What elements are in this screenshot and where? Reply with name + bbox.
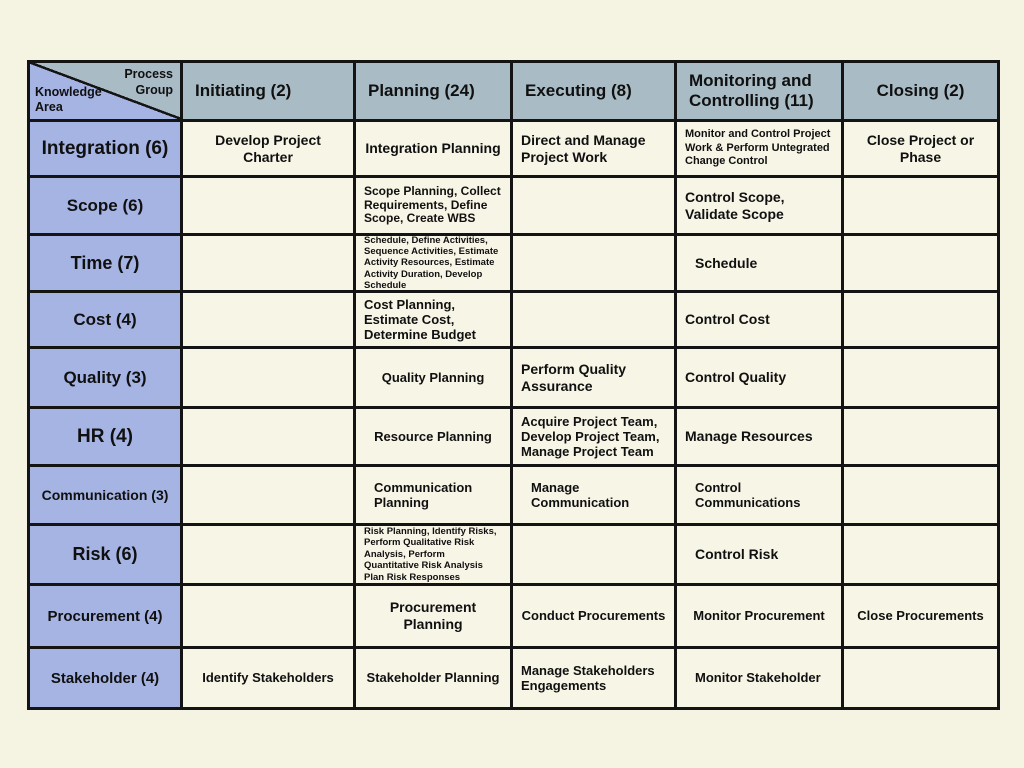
cell-communication-planning: Communication Planning xyxy=(356,467,510,523)
cell-communication-monitoring: Control Communications xyxy=(677,467,841,523)
cell-time-planning: Schedule, Define Activities, Sequence Activities, Estimate Activity Resources, Estimate Activity Duration, Develop Schedule xyxy=(356,236,510,290)
cell-integration-initiating: Develop Project Charter xyxy=(183,122,353,175)
row-header-time: Time (7) xyxy=(30,236,180,290)
cell-hr-closing xyxy=(844,409,997,464)
cell-procurement-executing: Conduct Procurements xyxy=(513,586,674,646)
cell-risk-executing xyxy=(513,526,674,583)
row-header-cost: Cost (4) xyxy=(30,293,180,346)
cell-integration-monitoring: Monitor and Control Project Work & Perform Untegrated Change Control xyxy=(677,122,841,175)
cell-procurement-closing: Close Procurements xyxy=(844,586,997,646)
cell-integration-planning: Integration Planning xyxy=(356,122,510,175)
cell-stakeholder-initiating: Identify Stakeholders xyxy=(183,649,353,707)
col-header-planning: Planning (24) xyxy=(356,63,510,119)
cell-scope-initiating xyxy=(183,178,353,233)
cell-quality-executing: Perform Quality Assurance xyxy=(513,349,674,406)
row-header-stakeholder: Stakeholder (4) xyxy=(30,649,180,707)
cell-communication-executing: Manage Communication xyxy=(513,467,674,523)
row-header-communication: Communication (3) xyxy=(30,467,180,523)
cell-hr-executing: Acquire Project Team, Develop Project Team, Manage Project Team xyxy=(513,409,674,464)
cell-quality-initiating xyxy=(183,349,353,406)
cell-procurement-initiating xyxy=(183,586,353,646)
cell-cost-initiating xyxy=(183,293,353,346)
cell-stakeholder-monitoring: Monitor Stakeholder xyxy=(677,649,841,707)
row-header-procurement: Procurement (4) xyxy=(30,586,180,646)
cell-communication-initiating xyxy=(183,467,353,523)
cell-quality-planning: Quality Planning xyxy=(356,349,510,406)
cell-cost-monitoring: Control Cost xyxy=(677,293,841,346)
cell-cost-executing xyxy=(513,293,674,346)
knowledge-area-label: Knowledge Area xyxy=(35,84,102,115)
cell-scope-executing xyxy=(513,178,674,233)
cell-integration-closing: Close Project or Phase xyxy=(844,122,997,175)
col-header-monitoring-controlling: Monitoring and Controlling (11) xyxy=(677,63,841,119)
cell-communication-closing xyxy=(844,467,997,523)
row-header-quality: Quality (3) xyxy=(30,349,180,406)
cell-procurement-monitoring: Monitor Procurement xyxy=(677,586,841,646)
cell-time-monitoring: Schedule xyxy=(677,236,841,290)
cell-scope-closing xyxy=(844,178,997,233)
row-header-scope: Scope (6) xyxy=(30,178,180,233)
row-header-hr: HR (4) xyxy=(30,409,180,464)
cell-risk-planning: Risk Planning, Identify Risks, Perform Qualitative Risk Analysis, Perform Quantitative Risk Analysis Plan Risk Responses xyxy=(356,526,510,583)
cell-scope-monitoring: Control Scope, Validate Scope xyxy=(677,178,841,233)
cell-quality-monitoring: Control Quality xyxy=(677,349,841,406)
cell-risk-closing xyxy=(844,526,997,583)
cell-stakeholder-planning: Stakeholder Planning xyxy=(356,649,510,707)
cell-procurement-planning: Procurement Planning xyxy=(356,586,510,646)
cell-risk-initiating xyxy=(183,526,353,583)
cell-quality-closing xyxy=(844,349,997,406)
cell-cost-planning: Cost Planning, Estimate Cost, Determine Budget xyxy=(356,293,510,346)
cell-cost-closing xyxy=(844,293,997,346)
col-header-closing: Closing (2) xyxy=(844,63,997,119)
cell-hr-initiating xyxy=(183,409,353,464)
cell-risk-monitoring: Control Risk xyxy=(677,526,841,583)
cell-time-closing xyxy=(844,236,997,290)
col-header-initiating: Initiating (2) xyxy=(183,63,353,119)
process-group-label: Process Group xyxy=(124,67,173,97)
cell-stakeholder-closing xyxy=(844,649,997,707)
row-header-integration: Integration (6) xyxy=(30,122,180,175)
row-header-risk: Risk (6) xyxy=(30,526,180,583)
cell-time-executing xyxy=(513,236,674,290)
process-group-knowledge-area-matrix xyxy=(27,60,1000,710)
col-header-executing: Executing (8) xyxy=(513,63,674,119)
cell-time-initiating xyxy=(183,236,353,290)
cell-integration-executing: Direct and Manage Project Work xyxy=(513,122,674,175)
cell-stakeholder-executing: Manage Stakeholders Engagements xyxy=(513,649,674,707)
cell-scope-planning: Scope Planning, Collect Requirements, Define Scope, Create WBS xyxy=(356,178,510,233)
cell-hr-monitoring: Manage Resources xyxy=(677,409,841,464)
corner-cell xyxy=(30,63,180,119)
cell-hr-planning: Resource Planning xyxy=(356,409,510,464)
